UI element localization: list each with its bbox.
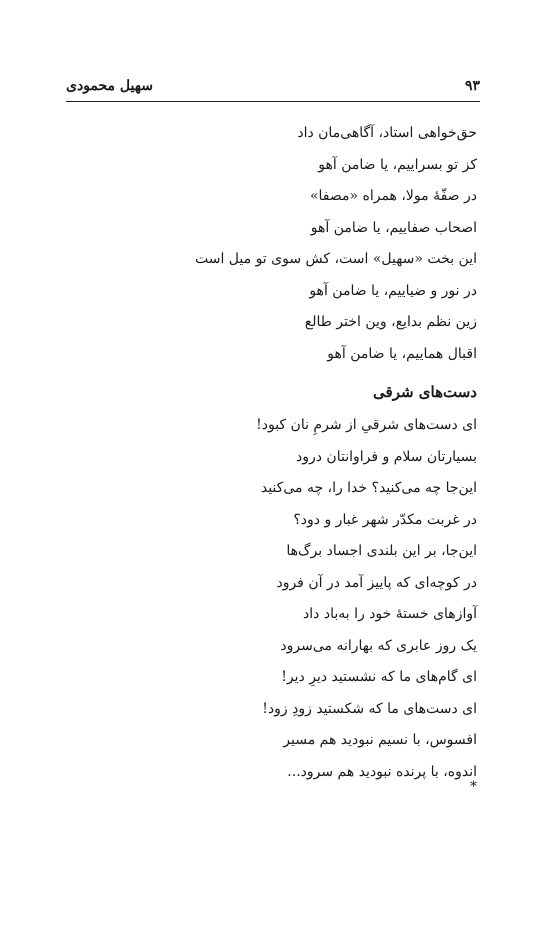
poem-line: حق‌خواهی استاد، آگاهی‌مان داد [297,125,477,141]
poem-line: ای دست‌های شرقیِ از شرمِ نان کبود! [256,417,477,433]
poem-line: در نور و ضیاییم، یا ضامن آهو [309,282,477,299]
poem-line: در صفّهٔ مولا، همراه «مصفا» [309,188,477,204]
running-head-author: سهیل محمودی [66,78,153,94]
poem-title: دست‌های شرقی [373,383,477,401]
poem-line: یک روز عابری که بهارانه می‌سرود [280,637,477,654]
poem-line: این‌جا چه می‌کنید؟ خدا را، چه می‌کنید [260,480,477,496]
poem-line: اصحاب صفاییم، یا ضامن آهو [310,219,477,236]
poem-line: آوازهای خستهٔ خود را به‌باد داد [303,606,477,622]
poem-line: بسیارتان سلام و فراوانتان درود [295,448,477,465]
header-divider [66,101,480,102]
end-mark: * [470,779,477,795]
poem-line: اندوه، با پرنده نبودید هم سرود... [287,763,477,780]
poem-line: کز تو بسراییم، یا ضامن آهو [318,156,477,173]
page-number: ۹۳ [464,78,480,94]
poem-line: این‌جا، بر این بلندی اجساد برگ‌ها [286,543,477,559]
poem-line: ای دست‌های ما که شکستید زودِ زود! [262,700,477,717]
page-body [57,118,477,798]
poem-line: زین نظم بدایع، وین اختر طالع [304,314,477,330]
poem-line: در کوچه‌ای که پاییز آمد در آن فرود [276,574,477,591]
poem-line: در غربت مکدّر شهر غبار و دود؟ [293,511,477,528]
poem-line: اقبال هماییم، یا ضامن آهو [327,345,477,362]
poem-line: ای گام‌های ما که نشستید دیرِ دیر! [281,669,477,685]
poem-line: افسوس، با نسیم نبودید هم مسیر [283,732,477,748]
page-header [66,78,480,100]
poem-line: این بخت «سهیل» است، کش سوی تو میل است [194,251,477,267]
